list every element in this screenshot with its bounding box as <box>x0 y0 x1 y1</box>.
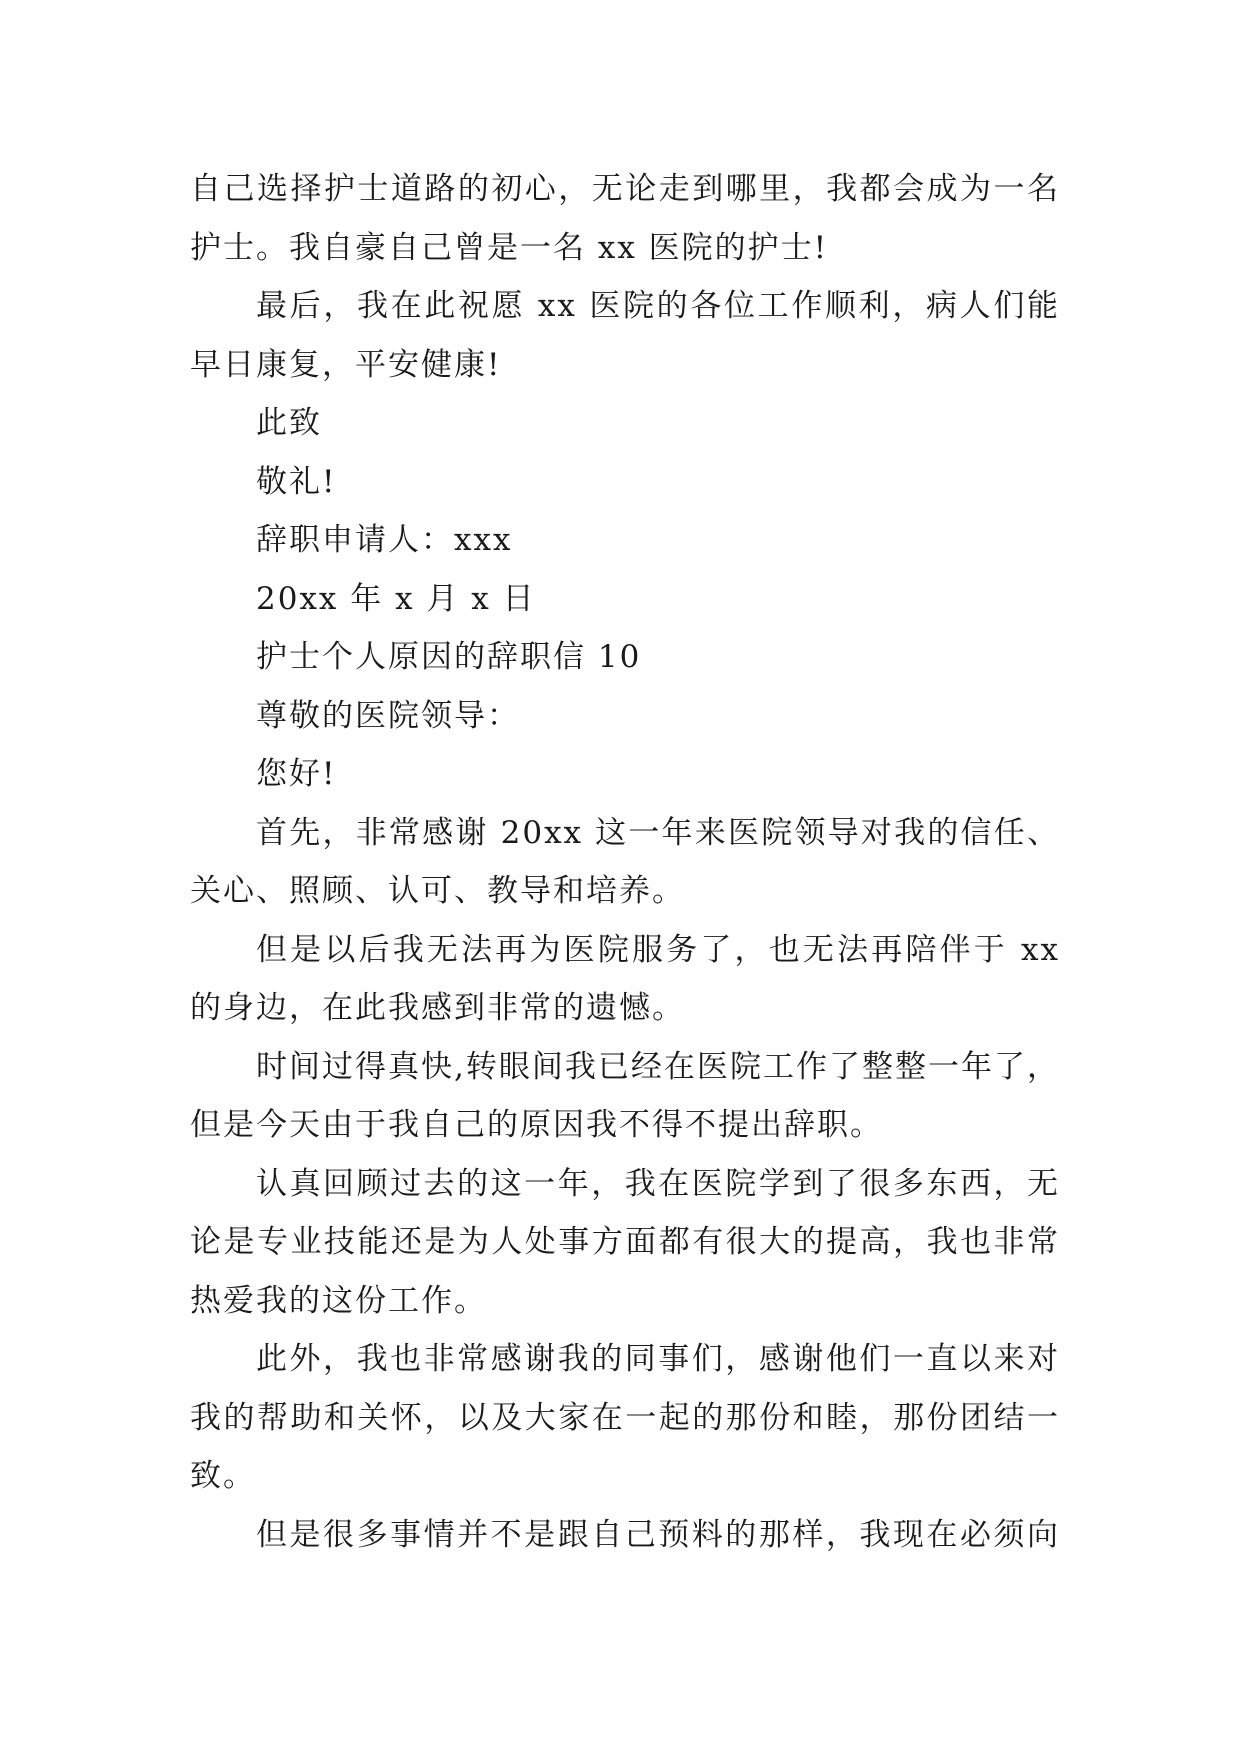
text-line: 早日康复，平安健康! <box>190 346 502 383</box>
text-line: 敬礼! <box>256 463 337 500</box>
text-line: 致。 <box>190 1458 256 1494</box>
text-line: 此外，我也非常感谢我的同事们，感谢他们一直以来对 <box>256 1341 1060 1377</box>
text-line: 的身边，在此我感到非常的遗憾。 <box>190 990 685 1026</box>
text-line: 但是很多事情并不是跟自己预料的那样，我现在必须向 <box>256 1516 1060 1553</box>
text-line: 您好! <box>256 756 337 792</box>
text-line: 最后，我在此祝愿 xx 医院的各位工作顺利，病人们能 <box>256 288 1060 324</box>
text-line: 认真回顾过去的这一年，我在医院学到了很多东西，无 <box>256 1165 1060 1202</box>
text-line: 首先，非常感谢 20xx 这一年来医院领导对我的信任、 <box>256 814 1060 851</box>
text-line: 时间过得真快,转眼间我已经在医院工作了整整一年了， <box>256 1048 1060 1085</box>
text-line: 护士个人原因的辞职信 10 <box>256 639 642 675</box>
text-line: 热爱我的这份工作。 <box>190 1282 487 1319</box>
text-line: 20xx 年 x 月 x 日 <box>256 580 536 617</box>
text-line: 辞职申请人：xxx <box>256 522 513 558</box>
text-line: 论是专业技能还是为人处事方面都有很大的提高，我也非常 <box>190 1224 1060 1260</box>
text-line: 自己选择护士道路的初心，无论走到哪里，我都会成为一名 <box>190 171 1060 207</box>
text-line: 尊敬的医院领导： <box>256 697 520 734</box>
text-line: 我的帮助和关怀，以及大家在一起的那份和睦，那份团结一 <box>190 1399 1060 1436</box>
text-line: 此致 <box>256 405 322 441</box>
text-line: 但是以后我无法再为医院服务了，也无法再陪伴于 xx <box>256 931 1060 968</box>
text-line: 但是今天由于我自己的原因我不得不提出辞职。 <box>190 1107 883 1143</box>
text-line: 护士。我自豪自己曾是一名 xx 医院的护士! <box>190 229 829 266</box>
letter-body <box>190 160 1060 1564</box>
text-line: 关心、照顾、认可、教导和培养。 <box>190 873 685 909</box>
